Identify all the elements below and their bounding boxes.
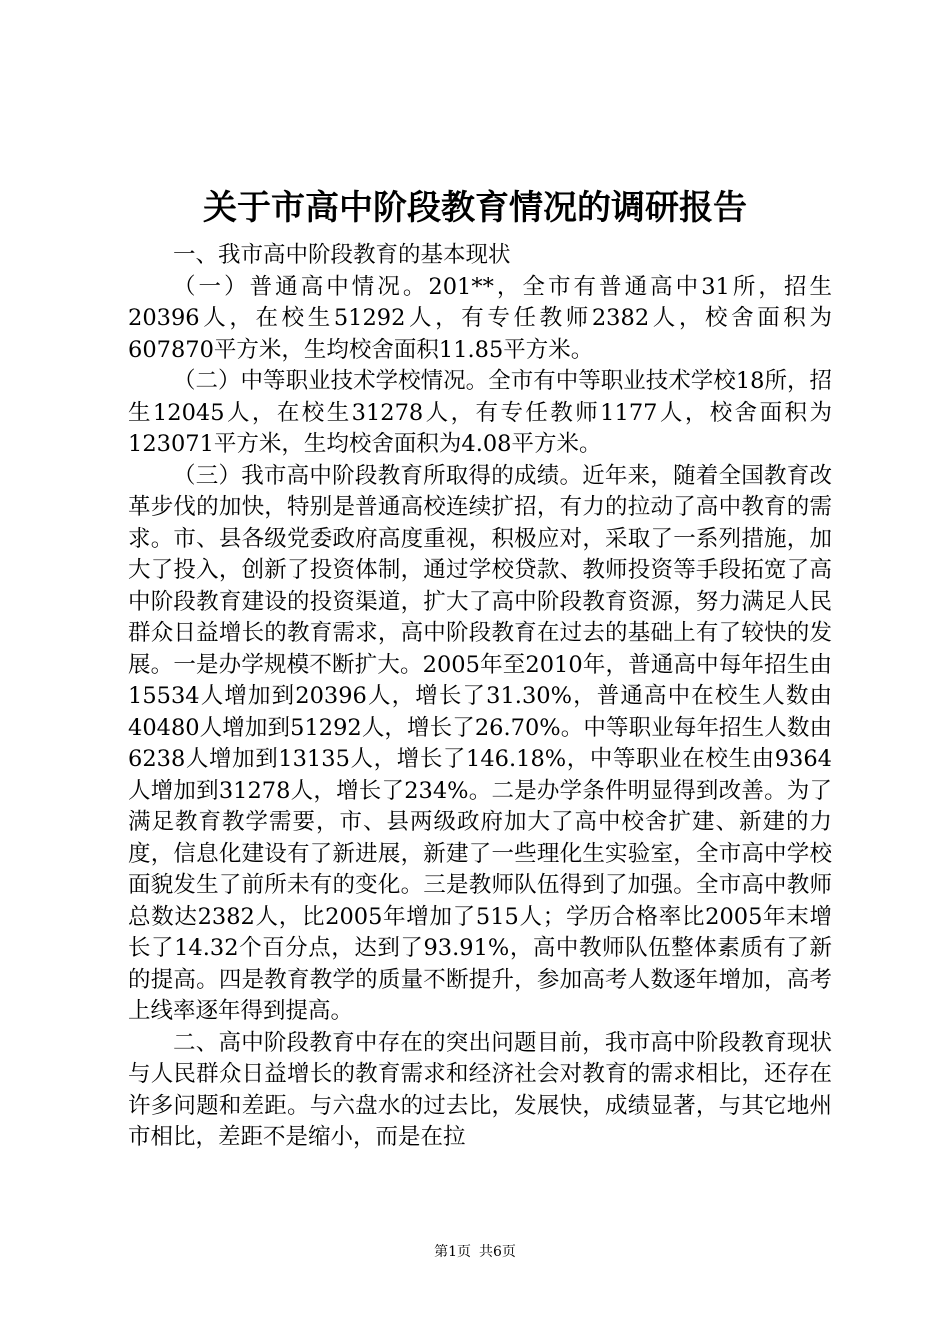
- section-heading: 一、我市高中阶段教育的基本现状: [173, 242, 511, 268]
- paragraph: 二、高中阶段教育中存在的突出问题目前，我市高中阶段教育现状与人民群众日益增长的教育需求和经济社会对教育的需求相比，还存在许多问题和差距。与六盘水的过去比，发展快，成绩显著，与其它地州市相比，差距不是缩小，而是在拉: [128, 1029, 832, 1150]
- paragraph: （一）普通高中情况。201**，全市有普通高中31所，招生20396人，在校生51292人，有专任教师2382人，校舍面积为607870平方米，生均校舍面积11.85平方米。: [128, 273, 832, 363]
- page-total: 共6页: [479, 1244, 516, 1260]
- page-number: 第1页: [434, 1244, 471, 1260]
- page-footer: [0, 1242, 950, 1262]
- document-body: [128, 240, 832, 1154]
- paragraph: （三）我市高中阶段教育所取得的成绩。近年来，随着全国教育改革步伐的加快，特别是普通高校连续扩招，有力的拉动了高中教育的需求。市、县各级党委政府高度重视，积极应对，采取了一系列措施，加大了投入，创新了投资体制，通过学校贷款、教师投资等手段拓宽了高中阶段教育建设的投资渠道，扩大了高中阶段教育资源，努力满足人民群众日益增长的教育需求，高中阶段教育在过去的基础上有了较快的发展。一是办学规模不断扩大。2005年至2010年，普通高中每年招生由15534人增加到20396人，增长了31.30%，普通高中在校生人数由40480人增加到51292人，增长了26.70%。中等职业每年招生人数由6238人增加到13135人，增长了146.18%，中等职业在校生由9364人增加到31278人，增长了234%。二是办学条件明显得到改善。为了满足教育教学需要，市、县两级政府加大了高中校舍扩建、新建的力度，信息化建设有了新进展，新建了一些理化生实验室，全市高中学校面貌发生了前所未有的变化。三是教师队伍得到了加强。全市高中教师总数达2382人，比2005年增加了515人；学历合格率比2005年末增长了14.32个百分点，达到了93.91%，高中教师队伍整体素质有了新的提高。四是教育教学的质量不断提升，参加高考人数逐年增加，高考上线率逐年得到提高。: [128, 462, 832, 1024]
- document-title: 关于市高中阶段教育情况的调研报告: [203, 188, 747, 228]
- paragraph: （二）中等职业技术学校情况。全市有中等职业技术学校18所，招生12045人，在校生31278人，有专任教师1177人，校舍面积为123071平方米，生均校舍面积为4.08平方米。: [128, 368, 832, 457]
